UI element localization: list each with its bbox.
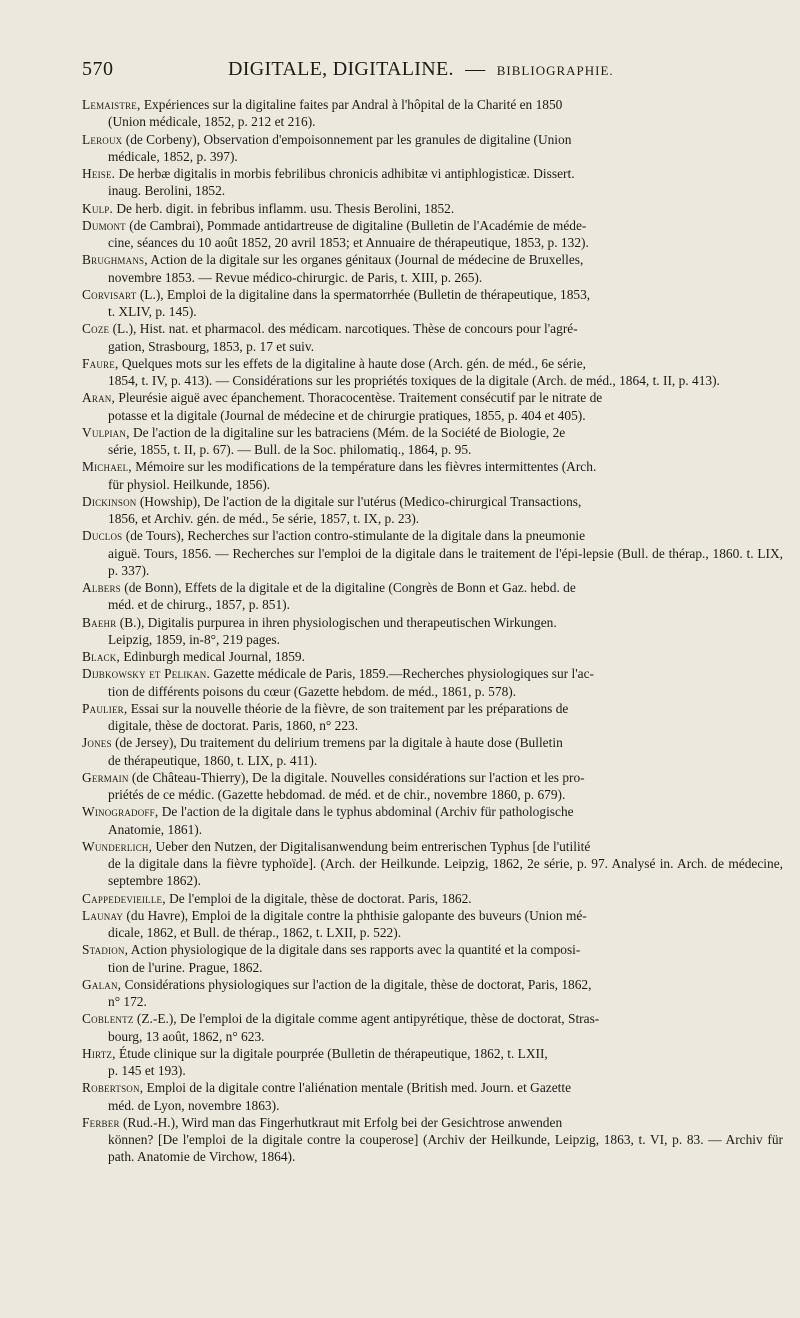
entry-continuation: für physiol. Heilkunde, 1856). xyxy=(108,476,271,492)
bibliography-entry xyxy=(82,665,783,699)
bibliography-entry xyxy=(82,527,783,579)
entry-author: Baehr xyxy=(82,614,117,630)
entry-text: (de Château-Thierry), De la digitale. Nouvelles considérations sur l'action et les pro- xyxy=(128,769,585,785)
entry-author: Robertson, xyxy=(82,1080,144,1096)
bibliography-entry xyxy=(82,734,783,768)
entry-text: Gazette médicale de Paris, 1859.—Recherches physiologiques sur l'ac- xyxy=(210,666,594,682)
entry-text: (de Jersey), Du traitement du delirium tremens par la digitale à haute dose (Bulletin xyxy=(111,735,563,751)
bibliography-entry xyxy=(82,769,783,803)
running-header xyxy=(82,58,722,92)
entry-author: Paulier, xyxy=(82,700,128,716)
entry-continuation: méd. et de chirurg., 1857, p. 851). xyxy=(108,597,290,613)
bibliography-entry xyxy=(82,614,783,648)
bibliography-entry xyxy=(82,251,783,285)
bibliography-entry xyxy=(82,355,783,389)
entry-author: Hirtz, xyxy=(82,1045,116,1061)
entry-continuation: série, 1855, t. II, p. 67). — Bull. de la Soc. philomatiq., 1864, p. 95. xyxy=(108,442,472,457)
bibliography-entry xyxy=(82,458,783,492)
entry-continuation: priétés de ce médic. (Gazette hebdomad. de méd. et de chir., novembre 1860, p. 679). xyxy=(108,787,566,802)
entry-continuation: können? [De l'emploi de la digitale contre la couperose] (Archiv der Heilkunde, Leipzig, 1863, t. VI, p. 83. — Archiv für path. Anatomie de Virchow, 1864). xyxy=(108,1132,783,1165)
bibliography-entry xyxy=(82,890,783,907)
entry-text: (Howship), De l'action de la digitale sur l'utérus (Medico-chirurgical Transactions, xyxy=(136,493,582,509)
entry-author: Kulp. xyxy=(82,200,114,216)
entry-continuation: Anatomie, 1861). xyxy=(108,821,203,837)
title-separator: — xyxy=(465,58,486,80)
entry-text: (L.), Hist. nat. et pharmacol. des médicam. narcotiques. Thèse de concours pour l'agré- xyxy=(109,321,578,337)
page-number: 570 xyxy=(82,58,114,80)
chapter-title: DIGITALE, DIGITALINE. xyxy=(228,58,454,80)
entry-author: Galan, xyxy=(82,976,122,992)
entry-text: Pleurésie aiguë avec épanchement. Thoracocentèse. Traitement consécutif par le nitrate de xyxy=(115,390,603,406)
bibliography-entry xyxy=(82,165,783,199)
bibliography-entry xyxy=(82,286,783,320)
entry-continuation: tion de l'urine. Prague, 1862. xyxy=(108,959,263,975)
entry-text: Action de la digitale sur les organes génitaux (Journal de médecine de Bruxelles, xyxy=(147,252,584,268)
entry-continuation: 1854, t. IV, p. 413). — Considérations sur les propriétés toxiques de la digitale (Arch. de méd., 1864, t. II, p. 413). xyxy=(108,373,720,388)
entry-continuation: inaug. Berolini, 1852. xyxy=(108,183,226,199)
entry-author: Duclos xyxy=(82,528,123,544)
entry-text: (du Havre), Emploi de la digitale contre la phthisie galopante des buveurs (Union mé- xyxy=(123,907,587,923)
section-subtitle: BIBLIOGRAPHIE. xyxy=(496,63,614,78)
entry-continuation: (Union médicale, 1852, p. 212 et 216). xyxy=(108,114,316,130)
entry-text: Emploi de la digitale contre l'aliénation mentale (British med. Journ. et Gazette xyxy=(143,1080,572,1096)
entry-author: Wunderlich, xyxy=(82,838,153,854)
entry-text: Considérations physiologiques sur l'action de la digitale, thèse de doctorat, Paris, 1862, xyxy=(121,976,592,992)
bibliography-entry xyxy=(82,838,783,890)
entry-text: (de Corbeny), Observation d'empoisonnement par les granules de digitaline (Union xyxy=(122,131,572,147)
bibliography-entry xyxy=(82,1045,783,1079)
entry-text: De herbæ digitalis in morbis febrilibus chronicis adhibitæ vi antiphlogisticæ. Dissert. xyxy=(115,166,575,181)
entry-author: Ferber xyxy=(82,1114,120,1130)
entry-author: Vulpian, xyxy=(82,424,130,440)
entry-text: Expériences sur la digitaline faites par Andral à l'hôpital de la Charité en 1850 xyxy=(140,97,563,112)
entry-continuation: de la digitale dans la fièvre typhoïde]. (Arch. der Heilkunde. Leipzig, 1862, 2e série, p. 97. Analysé in. Arch. de médecine, septembre 1862). xyxy=(108,856,783,889)
bibliography-entry xyxy=(82,217,783,251)
entry-text: (B.), Digitalis purpurea in ihren physiologischen und therapeutischen Wirkungen. xyxy=(116,614,557,630)
entry-text: Essai sur la nouvelle théorie de la fièvre, de son traitement par les préparations de xyxy=(127,700,569,716)
bibliography-entry xyxy=(82,1010,783,1044)
entry-author: Leroux xyxy=(82,131,123,147)
entry-continuation: t. XLIV, p. 145). xyxy=(108,304,197,319)
entry-text: (de Cambrai), Pommade antidartreuse de digitaline (Bulletin de l'Académie de méde- xyxy=(125,217,587,233)
entry-continuation: de thérapeutique, 1860, t. LIX, p. 411). xyxy=(108,752,318,768)
entry-text: (de Tours), Recherches sur l'action contro-stimulante de la digitale dans la pneumonie xyxy=(122,528,586,544)
bibliography-entry xyxy=(82,131,783,165)
running-title xyxy=(228,58,614,81)
bibliography-entry xyxy=(82,648,783,665)
entry-continuation: p. 145 et 193). xyxy=(108,1063,186,1078)
bibliography-entry xyxy=(82,320,783,354)
entry-continuation: Leipzig, 1859, in-8°, 219 pages. xyxy=(108,631,280,647)
entry-author: Dumont xyxy=(82,217,126,233)
entry-continuation: digitale, thèse de doctorat. Paris, 1860, n° 223. xyxy=(108,718,359,733)
entry-continuation: gation, Strasbourg, 1853, p. 17 et suiv. xyxy=(108,338,315,354)
entry-text: (de Bonn), Effets de la digitale et de la digitaline (Congrès de Bonn et Gaz. hebd. de xyxy=(120,580,576,595)
entry-author: Faure, xyxy=(82,355,119,371)
entry-author: Winogradoff, xyxy=(82,804,159,820)
entry-continuation: n° 172. xyxy=(108,994,147,1009)
entry-author: Michael, xyxy=(82,459,132,475)
entry-text: (L.), Emploi de la digitaline dans la spermatorrhée (Bulletin de thérapeutique, 1853, xyxy=(136,286,591,302)
bibliography-entry xyxy=(82,907,783,941)
entry-author: Jones xyxy=(82,735,112,751)
entry-author: Germain xyxy=(82,769,129,785)
bibliography-entry xyxy=(82,1079,783,1113)
entry-author: Launay xyxy=(82,907,124,923)
entry-continuation: médicale, 1852, p. 397). xyxy=(108,148,238,164)
bibliography-entry xyxy=(82,96,783,130)
entry-continuation: tion de différents poisons du cœur (Gazette hebdom. de méd., 1861, p. 578). xyxy=(108,683,517,699)
entry-author: Corvisart xyxy=(82,286,137,302)
entry-author: Heise. xyxy=(82,166,116,181)
entry-text: Ueber den Nutzen, der Digitalisanwendung beim entrerischen Typhus [de l'utilité xyxy=(152,838,591,854)
entry-author: Cappedevieille, xyxy=(82,890,166,906)
entry-continuation: novembre 1853. — Revue médico-chirurgic. de Paris, t. XIII, p. 265). xyxy=(108,269,483,285)
entry-author: Brughmans, xyxy=(82,252,148,268)
entry-text: Quelques mots sur les effets de la digitaline à haute dose (Arch. gén. de méd., 6e série, xyxy=(118,355,587,371)
entry-text: De l'action de la digitaline sur les batraciens (Mém. de la Société de Biologie, 2e xyxy=(129,424,566,440)
entry-text: De l'emploi de la digitale, thèse de doctorat. Paris, 1862. xyxy=(165,890,472,906)
bibliography-entry xyxy=(82,389,783,423)
entry-continuation: dicale, 1862, et Bull. de thérap., 1862, t. LXII, p. 522). xyxy=(108,925,402,940)
bibliography-entry xyxy=(82,700,783,734)
entry-continuation: potasse et la digitale (Journal de médecine et de chirurgie pratiques, 1855, p. 404 et 405). xyxy=(108,407,586,423)
entry-text: (Z.-E.), De l'emploi de la digitale comme agent antipyrétique, thèse de doctorat, Stras- xyxy=(133,1011,600,1027)
entry-author: Black, xyxy=(82,649,120,664)
bibliography-list xyxy=(82,96,783,1166)
bibliography-entry xyxy=(82,200,783,217)
entry-text: Edinburgh medical Journal, 1859. xyxy=(119,649,305,664)
entry-author: Lemaistre, xyxy=(82,97,141,112)
entry-text: De herb. digit. in febribus inflamm. usu. Thesis Berolini, 1852. xyxy=(113,200,455,216)
entry-text: Mémoire sur les modifications de la température dans les fièvres intermittentes (Arch. xyxy=(131,459,597,475)
bibliography-entry xyxy=(82,579,783,613)
entry-author: Aran, xyxy=(82,390,116,406)
bibliography-entry xyxy=(82,1114,783,1166)
entry-text: (Rud.-H.), Wird man das Fingerhutkraut mit Erfolg bei der Gesichtrose anwenden xyxy=(119,1114,563,1130)
bibliography-entry xyxy=(82,803,783,837)
entry-continuation: méd. de Lyon, novembre 1863). xyxy=(108,1097,280,1113)
entry-continuation: aiguë. Tours, 1856. — Recherches sur l'emploi de la digitale dans le traitement de l'épi-lepsie (Bull. de thérap., 1860. t. LIX, p. 337). xyxy=(108,545,783,578)
bibliography-entry xyxy=(82,493,783,527)
entry-text: Étude clinique sur la digitale pourprée (Bulletin de thérapeutique, 1862, t. LXII, xyxy=(115,1045,548,1061)
entry-text: Action physiologique de la digitale dans ses rapports avec la quantité et la composi- xyxy=(128,942,581,958)
entry-author: Stadion, xyxy=(82,942,129,958)
bibliography-entry xyxy=(82,424,783,458)
entry-author: Coblentz xyxy=(82,1011,134,1027)
bibliography-entry xyxy=(82,976,783,1010)
entry-author: Dickinson xyxy=(82,493,137,509)
entry-author: Albers xyxy=(82,580,121,595)
entry-continuation: bourg, 13 août, 1862, n° 623. xyxy=(108,1028,265,1044)
entry-author: Dijbkowsky et Pelikan. xyxy=(82,666,211,682)
entry-author: Coze xyxy=(82,321,110,337)
entry-text: De l'action de la digitale dans le typhus abdominal (Archiv für pathologische xyxy=(158,804,574,820)
bibliography-entry xyxy=(82,941,783,975)
entry-continuation: cine, séances du 10 août 1852, 20 avril 1853; et Annuaire de thérapeutique, 1853, p. 132). xyxy=(108,235,589,250)
entry-continuation: 1856, et Archiv. gén. de méd., 5e série, 1857, t. IX, p. 23). xyxy=(108,511,420,526)
